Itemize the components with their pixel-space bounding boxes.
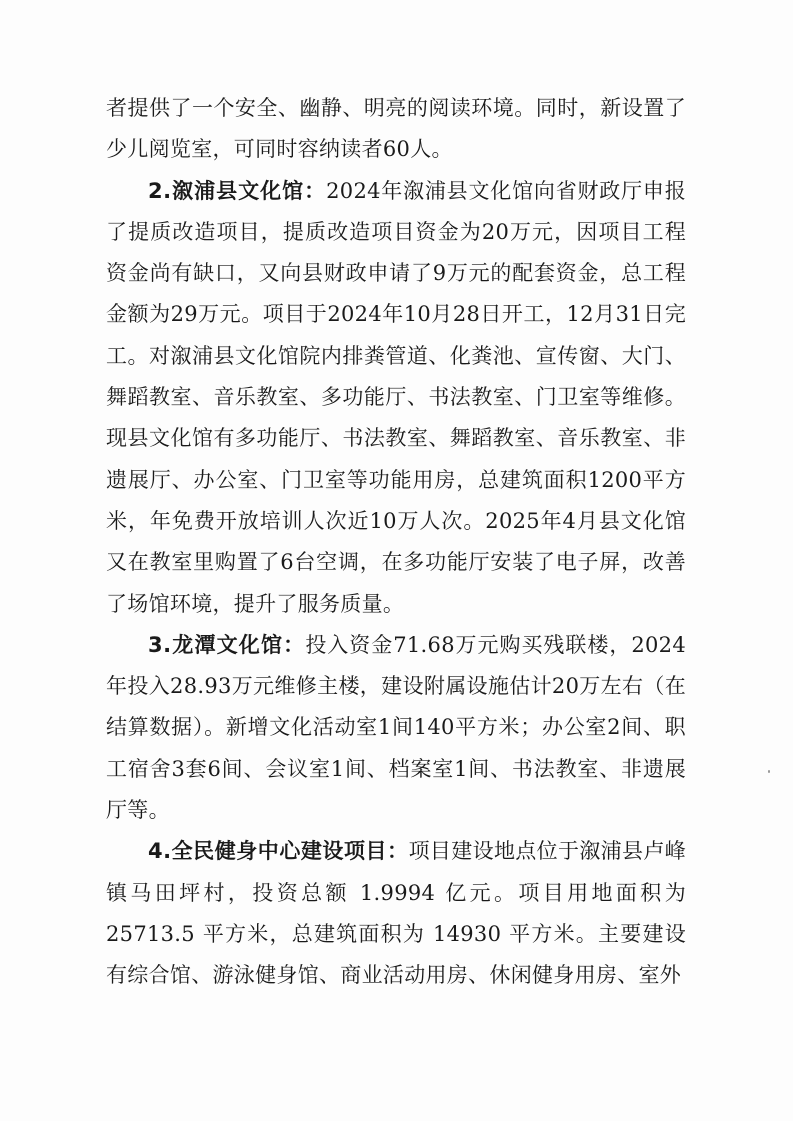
paragraph-text: 者提供了一个安全、幽静、明亮的阅读环境。同时，新设置了少儿阅览室，可同时容纳读者60人。 bbox=[106, 96, 686, 162]
section-heading-xupu-cultural-center: 2.溆浦县文化馆： bbox=[148, 178, 327, 203]
section-heading-longtan-cultural-center: 3.龙潭文化馆： bbox=[148, 632, 306, 657]
scan-speck bbox=[768, 770, 770, 773]
paragraph-xupu-cultural-center bbox=[106, 171, 686, 625]
document-body bbox=[106, 88, 686, 997]
paragraph-reading-environment bbox=[106, 88, 686, 171]
paragraph-fitness-center-project bbox=[106, 831, 686, 996]
paragraph-text: 投入资金71.68万元购买残联楼，2024年投入28.93万元维修主楼，建设附属设施估计20万左右（在结算数据）。新增文化活动室1间140平方米；办公室2间、职工宿舍3套6间、会议室1间、档案室1间、书法教室、非遗展厅等。 bbox=[106, 632, 686, 823]
section-heading-fitness-center-project: 4.全民健身中心建设项目： bbox=[148, 839, 409, 864]
paragraph-text: 2024年溆浦县文化馆向省财政厅申报了提质改造项目，提质改造项目资金为20万元，因项目工程资金尚有缺口，又向县财政申请了9万元的配套资金，总工程金额为29万元。项目于2024年10月28日开工，12月31日完工。对溆浦县文化馆院内排粪管道、化粪池、宣传窗、大门、舞蹈教室、音乐教室、多功能厅、书法教室、门卫室等维修。现县文化馆有多功能厅、书法教室、舞蹈教室、音乐教室、非遗展厅、办公室、门卫室等功能用房，总建筑面积1200平方米，年免费开放培训人次近10万人次。2025年4月县文化馆又在教室里购置了6台空调，在多功能厅安装了电子屏，改善了场馆环境，提升了服务质量。 bbox=[106, 178, 687, 616]
paragraph-text: 项目建设地点位于溆浦县卢峰镇马田坪村，投资总额 1.9994 亿元。项目用地面积为25713.5 平方米，总建筑面积为 14930 平方米。主要建设有综合馆、游泳健身馆、商业活动用房、休闲健身用房、室外 bbox=[106, 839, 686, 988]
paragraph-longtan-cultural-center bbox=[106, 625, 686, 831]
